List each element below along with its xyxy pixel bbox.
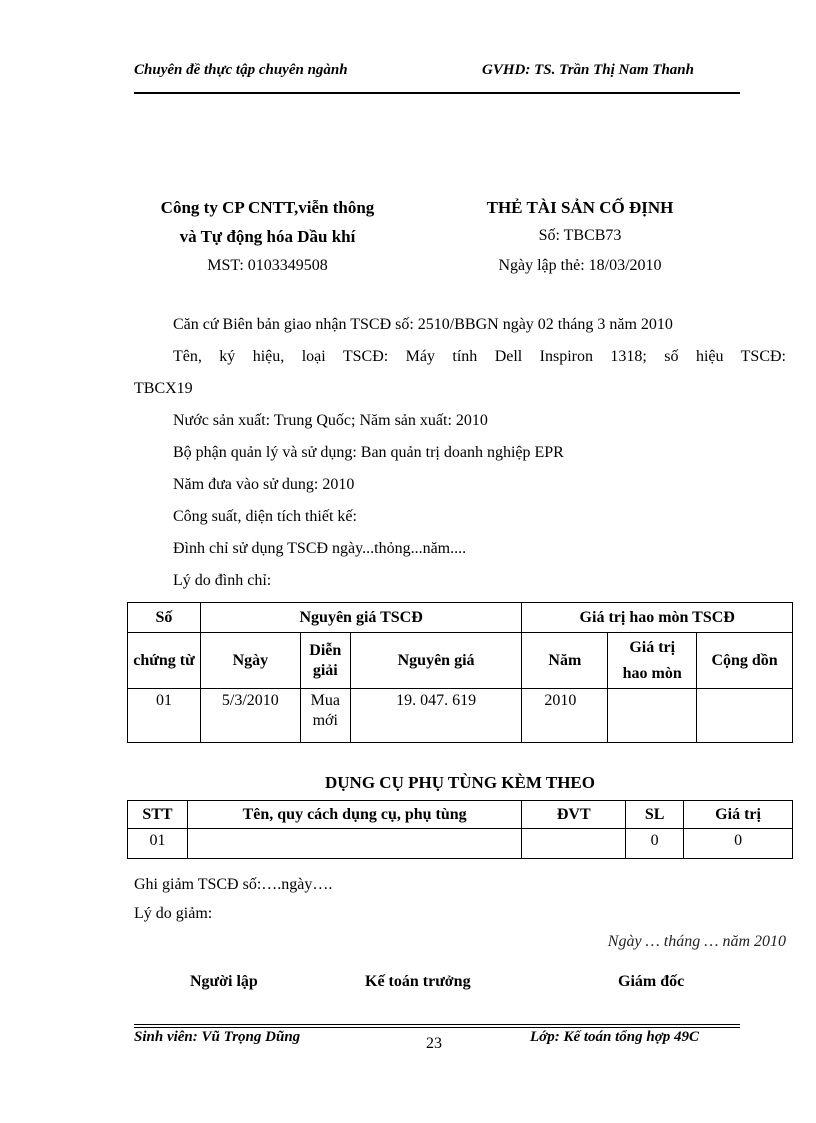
col-gia-tri-line1: Giá trị <box>629 638 676 656</box>
cell-ngay: 5/3/2010 <box>200 689 300 743</box>
col-chung-tu: chứng từ <box>128 633 201 689</box>
footer-rule <box>134 1024 740 1025</box>
header-left: Chuyên đề thực tập chuyên ngành <box>134 62 348 78</box>
tools-title: DỤNG CỤ PHỤ TÙNG KÈM THEO <box>325 773 595 792</box>
cell-ten <box>187 829 521 859</box>
col-nam: Năm <box>522 633 608 689</box>
para-nam-dua: Năm đưa vào sử dung: 2010 <box>173 476 355 493</box>
group-hao-mon: Giá trị hao mòn TSCĐ <box>522 603 793 633</box>
header-rule <box>134 92 740 94</box>
cell-nam: 2010 <box>522 689 608 743</box>
sign-date: Ngày … tháng … năm 2010 <box>607 933 786 950</box>
card-title: THẺ TÀI SẢN CỐ ĐỊNH <box>486 198 674 217</box>
col-nguyen-gia: Nguyên giá <box>350 633 522 689</box>
col-cong-don: Cộng dồn <box>697 633 793 689</box>
cell-cong-don <box>697 689 793 743</box>
cell-dien-giai: Mua mới <box>300 689 350 743</box>
para-ten-line2: TBCX19 <box>134 380 193 397</box>
company-mst: MST: 0103349508 <box>207 257 328 274</box>
para-ten-line1: Tên, ký hiệu, loại TSCĐ: Máy tính Dell Inspiron 1318; số hiệu TSCĐ: <box>173 348 786 365</box>
table-row <box>128 689 793 743</box>
col-dvt: ĐVT <box>522 801 626 829</box>
para-nuoc-sx: Nước sản xuất: Trung Quốc; Năm sản xuất: 2010 <box>173 412 488 429</box>
footer-class: Lớp: Kế toán tổng hợp 49C <box>530 1029 700 1045</box>
cell-gia-tri <box>608 689 697 743</box>
col-gia-tri-line2: hao mòn <box>622 664 682 682</box>
cell-nguyen-gia: 19. 047. 619 <box>350 689 522 743</box>
footer-rule-2 <box>134 1027 740 1028</box>
footer-student: Sinh viên: Vũ Trọng Dũng <box>134 1029 301 1045</box>
para-bo-phan: Bộ phận quản lý và sử dụng: Ban quản trị doanh nghiệp EPR <box>173 444 564 461</box>
page-number: 23 <box>426 1035 442 1052</box>
col-dien-giai: Diễn giải <box>300 633 350 689</box>
sig-giam-doc: Giám đốc <box>618 973 685 990</box>
cell-stt: 01 <box>128 829 188 859</box>
para-bienban: Căn cứ Biên bản giao nhận TSCĐ số: 2510/BBGN ngày 02 tháng 3 năm 2010 <box>173 316 673 333</box>
sig-nguoi-lap: Người lập <box>190 973 258 990</box>
para-ly-do: Lý do đình chỉ: <box>173 572 272 589</box>
para-dinh-chi: Đình chỉ sử dụng TSCĐ ngày...thỏng...năm.... <box>173 540 467 557</box>
sig-ke-toan-truong: Kế toán trưởng <box>365 973 471 990</box>
card-number: Số: TBCB73 <box>538 227 622 244</box>
company-name-line1: Công ty CP CNTT,viễn thông <box>160 198 375 217</box>
ly-do-giam: Lý do giảm: <box>134 905 213 922</box>
col-sl: SL <box>626 801 684 829</box>
header-right: GVHD: TS. Trần Thị Nam Thanh <box>482 62 694 78</box>
asset-table <box>127 602 793 743</box>
ghi-giam: Ghi giảm TSCĐ số:….ngày…. <box>134 876 333 893</box>
table-row <box>128 829 793 859</box>
col-so: Số <box>128 603 201 633</box>
col-stt: STT <box>128 801 188 829</box>
cell-sl: 0 <box>626 829 684 859</box>
col-gia-tri-hao-mon <box>608 633 697 689</box>
col-ngay: Ngày <box>200 633 300 689</box>
card-date: Ngày lập thẻ: 18/03/2010 <box>498 257 662 274</box>
cell-gia-tri: 0 <box>684 829 793 859</box>
tools-table <box>127 800 793 859</box>
col-ten-dung-cu: Tên, quy cách dụng cụ, phụ tùng <box>187 801 521 829</box>
company-name-line2: và Tự động hóa Dầu khí <box>179 227 356 246</box>
group-nguyen-gia: Nguyên giá TSCĐ <box>200 603 521 633</box>
cell-dvt <box>522 829 626 859</box>
cell-so: 01 <box>128 689 201 743</box>
col-gia-tri: Giá trị <box>684 801 793 829</box>
para-cong-suat: Công suất, diện tích thiết kế: <box>173 508 357 525</box>
